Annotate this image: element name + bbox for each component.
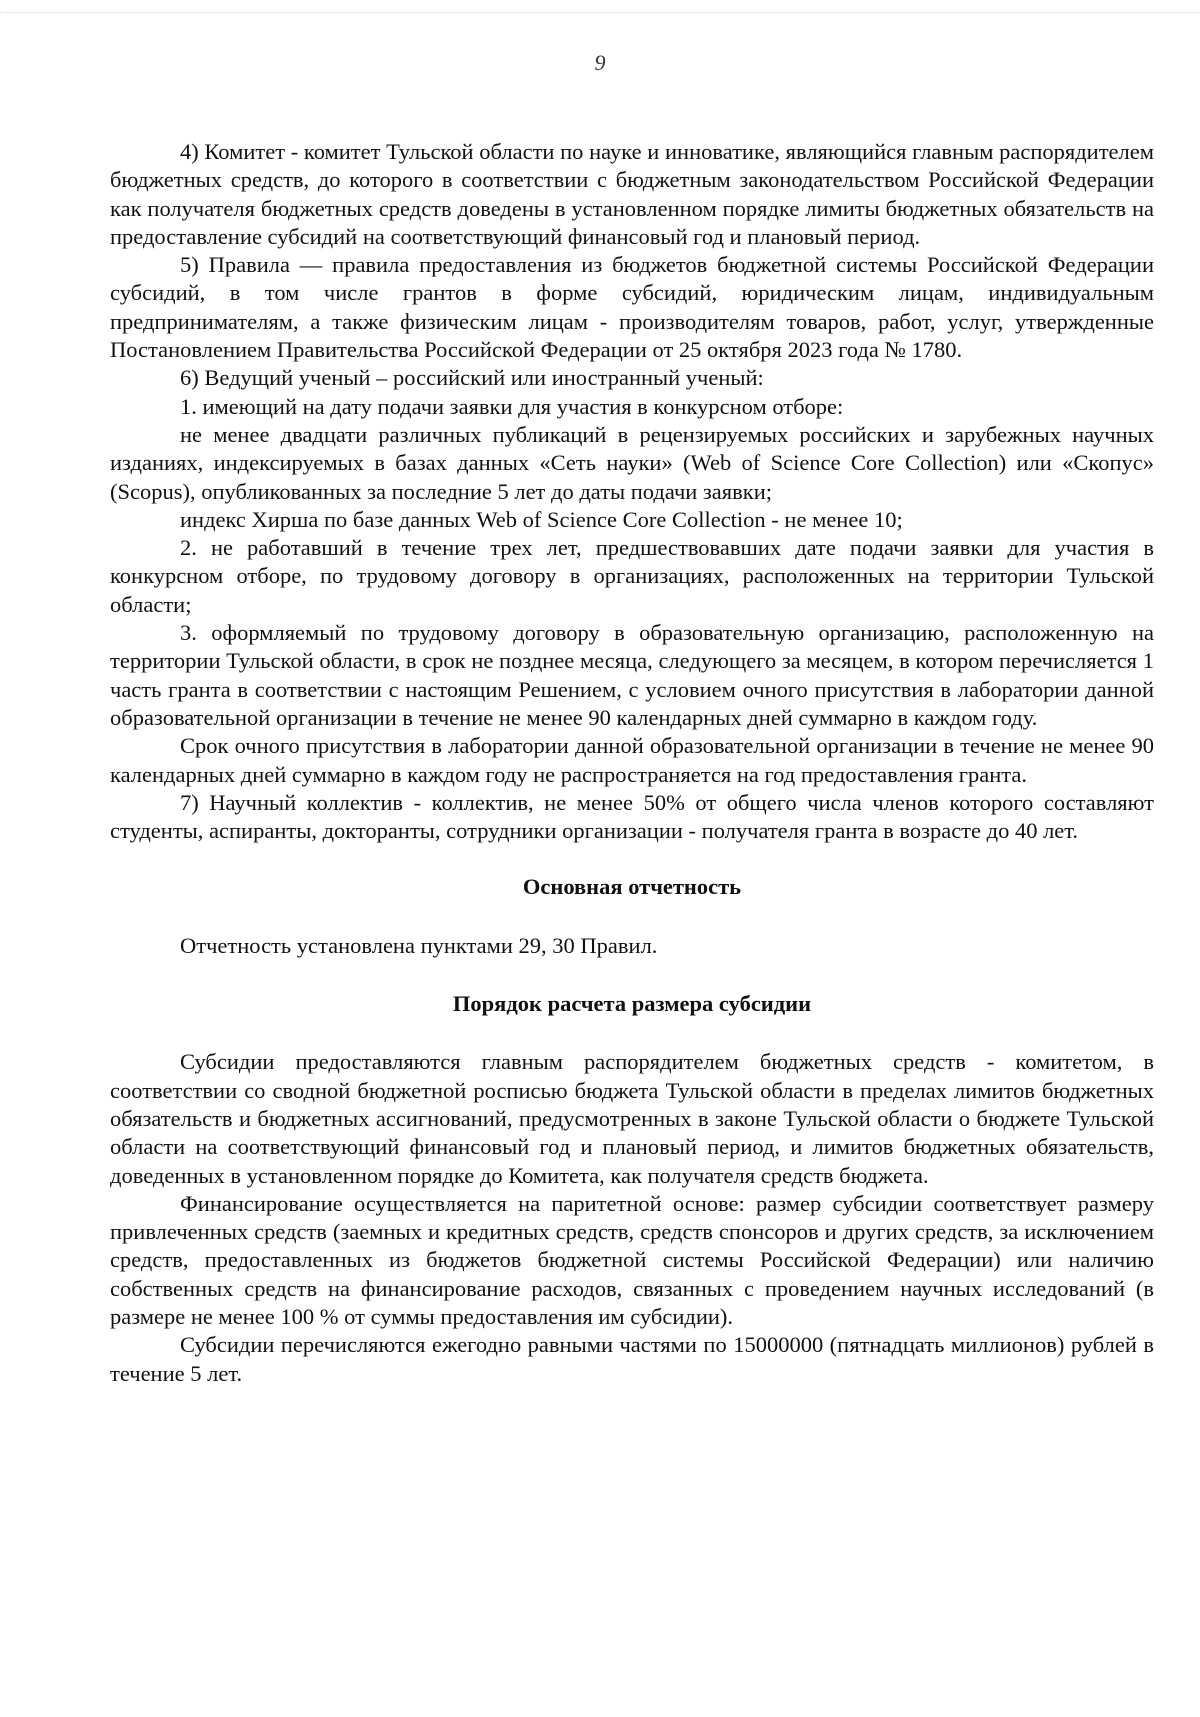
criterion-3: 3. оформляемый по трудовому договору в образовательную организацию, расположенную на территории Тульской области, в срок не позднее месяца, следующего за месяцем, в котором перечисляется 1 часть гранта в соответствии с настоящим Решением, с условием очного присутствия в лаборатории данной образовательной организации в течение не менее 90 календарных дней суммарно в каждом году. (110, 620, 1154, 730)
criterion-1: 1. имеющий на дату подачи заявки для участия в конкурсном отборе: (180, 393, 844, 419)
definition-6-leading-scientist: 6) Ведущий ученый – российский или иностранный ученый: (180, 365, 764, 391)
presence-term-note: Срок очного присутствия в лаборатории данной образовательной организации в течение не менее 90 календарных дней суммарно в каждом году не распространяется на год предоставления гранта. (110, 733, 1154, 787)
reporting-heading: Основная отчетность (522, 874, 742, 900)
criterion-2: 2. не работавший в течение трех лет, предшествовавших дате подачи заявки для участия в конкурсном отборе, по трудовому договору в организациях, расположенных на территории Тульской области; (110, 535, 1154, 617)
definition-7-research-team: 7) Научный коллектив - коллектив, не менее 50% от общего числа членов которого составляют студенты, аспиранты, докторанты, сотрудники организации - получателя гранта в возрасте до 40 лет. (110, 789, 1154, 844)
calculation-paragraph-2: Финансирование осуществляется на паритетной основе: размер субсидии соответствует размеру привлеченных средств (заемных и кредитных средств, средств спонсоров и других средств, за исключением средств, предоставленных из бюджетов бюджетной системы Российской Федерации) или наличию собственных средств на финансирование расходов, связанных с проведением научных исследований (в размере не менее 100 % от суммы предоставления им субсидии). (110, 1190, 1154, 1329)
scan-top-edge (0, 12, 1200, 15)
definition-5-pravila: 5) Правила — правила предоставления из бюджетов бюджетной системы Российской Федерации субсидий, в том числе грантов в форме субсидий, юридическим лицам, индивидуальным предпринимателям, а также физическим лицам - производителям товаров, работ, услуг, утвержденные Постановлением Правительства Российской Федерации от 25 октября 2023 года № 1780. (110, 252, 1154, 363)
criterion-1-publications: не менее двадцати различных публикаций в рецензируемых российских и зарубежных научных изданиях, индексируемых в базах данных «Сеть науки» (Web of Science Core Collection) или «Скопус» (Scopus), опубликованных за последние 5 лет до даты подачи заявки; (110, 421, 1154, 504)
calculation-paragraph-1: Субсидии предоставляются главным распорядителем бюджетных средств - комитетом, в соответствии со сводной бюджетной росписью бюджета Тульской области в пределах лимитов бюджетных обязательств и бюджетных ассигнований, предусмотренных в законе Тульской области о бюджете Тульской области на соответствующий финансовый год и плановый период, и лимитов бюджетных обязательств, доведенных в установленном порядке до Комитета, как получателя средств бюджета. (110, 1049, 1154, 1188)
document-body (110, 138, 1154, 1388)
reporting-text: Отчетность установлена пунктами 29, 30 Правил. (180, 932, 658, 958)
calculation-paragraph-3: Субсидии перечисляются ежегодно равными частями по 15000000 (пятнадцать миллионов) рублей в течение 5 лет. (110, 1332, 1154, 1386)
calculation-heading: Порядок расчета размера субсидии (452, 991, 812, 1017)
definition-4-komitet: 4) Комитет - комитет Тульской области по науке и инноватике, являющийся главным распорядителем бюджетных средств, до которого в соответствии с бюджетным законодательством Российской Федерации как получателя бюджетных средств доведены в установленном порядке лимиты бюджетных обязательств на предоставление субсидий на соответствующий финансовый год и плановый период. (110, 139, 1154, 249)
page-number: 9 (594, 50, 606, 75)
criterion-1-hirsch-index: индекс Хирша по базе данных Web of Science Core Collection - не менее 10; (180, 506, 903, 532)
